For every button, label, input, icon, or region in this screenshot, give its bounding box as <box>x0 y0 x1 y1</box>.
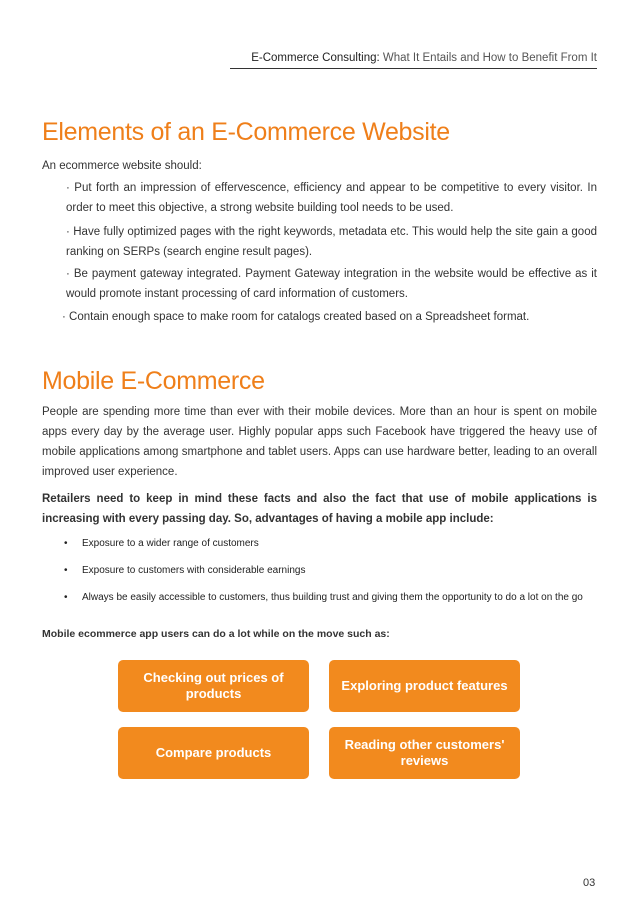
section-heading-mobile: Mobile E-Commerce <box>42 367 265 395</box>
bullet-item <box>66 538 259 549</box>
section2-paragraph: People are spending more time than ever with their mobile devices. More than an hour is spent on mobile apps every day by the average user. Highly popular apps such Facebook have triggered the heavy use of mobile applications among smartphone and tablet users. Apps can use hardware better, leading to an overall improved user experience. <box>42 406 597 478</box>
section1-intro: An ecommerce website should: <box>42 160 202 172</box>
feature-box: Compare products <box>118 727 309 779</box>
bullet-text: Exposure to customers with considerable earnings <box>82 565 306 576</box>
feature-box: Reading other customers' reviews <box>329 727 520 779</box>
bullet-text: Exposure to a wider range of customers <box>82 538 259 549</box>
boxes-intro: Mobile ecommerce app users can do a lot while on the move such as: <box>42 628 390 640</box>
list-item: · Be payment gateway integrated. Payment Gateway integration in the website would be effective as it would promote instant processing of card information of customers. <box>66 268 597 300</box>
list-item: · Have fully optimized pages with the right keywords, metadata etc. This would help the site gain a good ranking on SERPs (search engine result pages). <box>66 226 597 258</box>
bullet-item <box>66 592 583 603</box>
feature-box: Checking out prices of products <box>118 660 309 712</box>
running-header <box>230 52 597 69</box>
header-title: E-Commerce Consulting: <box>251 52 380 64</box>
page-number: 03 <box>583 877 596 889</box>
bullet-text: Always be easily accessible to customers, thus building trust and giving them the opportunity to do a lot on the go <box>82 592 583 603</box>
section2-bold-paragraph: Retailers need to keep in mind these facts and also the fact that use of mobile applications is increasing with every passing day. So, advantages of having a mobile app include: <box>42 493 597 525</box>
feature-box: Exploring product features <box>329 660 520 712</box>
section-heading-elements: Elements of an E-Commerce Website <box>42 118 450 146</box>
header-subtitle: What It Entails and How to Benefit From It <box>379 52 597 64</box>
list-item: · Contain enough space to make room for catalogs created based on a Spreadsheet format. <box>62 311 530 323</box>
list-item: · Put forth an impression of effervescence, efficiency and appear to be competitive to every visitor. In order to meet this objective, a strong website building tool needs to be used. <box>66 182 597 214</box>
bullet-item <box>66 565 305 576</box>
